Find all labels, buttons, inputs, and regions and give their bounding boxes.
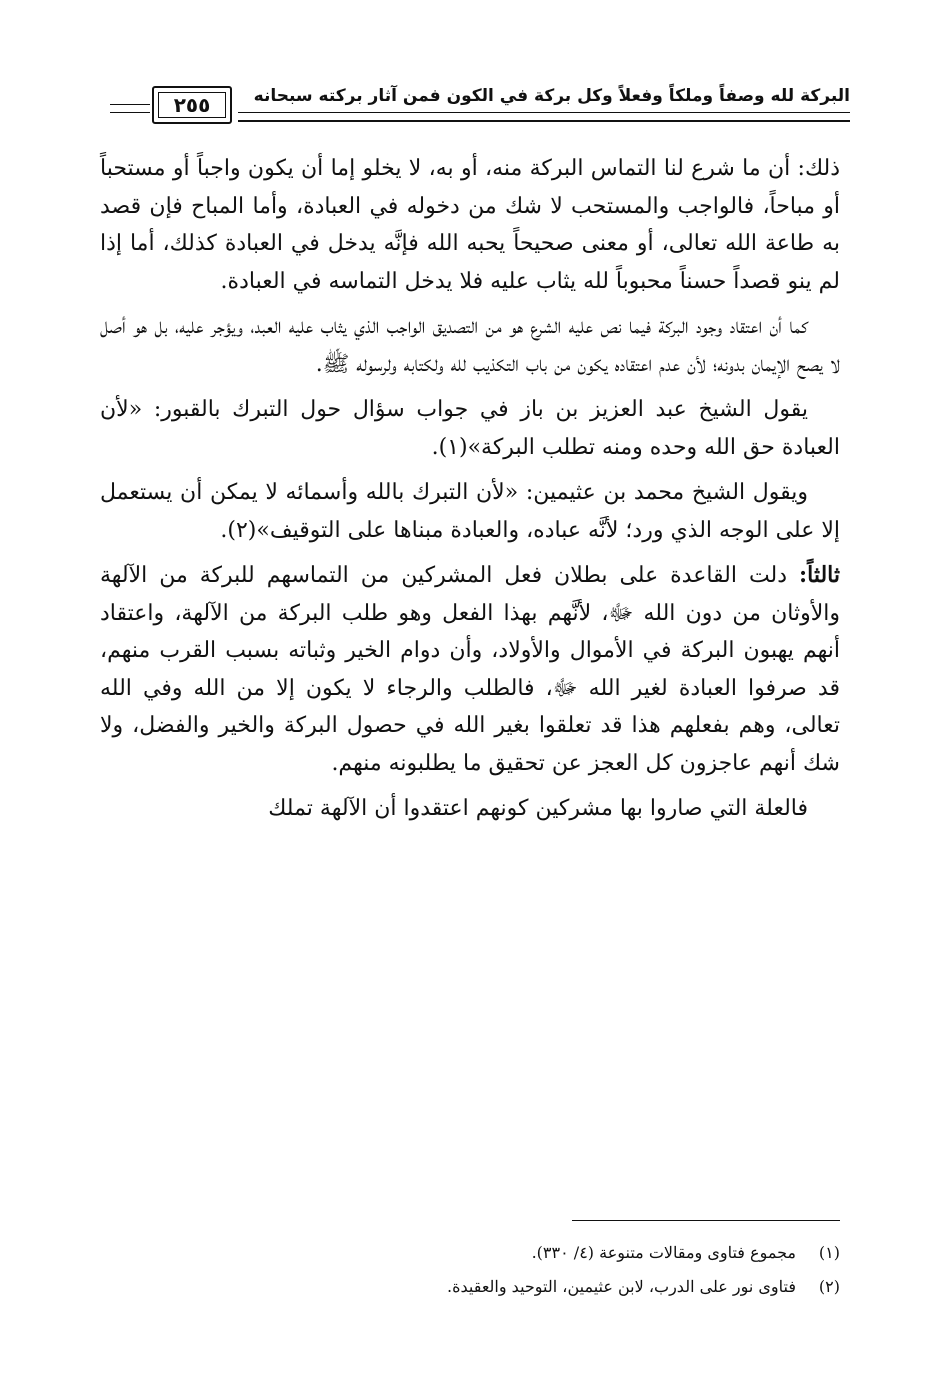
paragraph: [100, 474, 840, 549]
paragraph: [100, 391, 840, 466]
footnote-text: مجموع فتاوى ومقالات متنوعة (٤/ ٣٣٠).: [531, 1243, 796, 1262]
header-rule-left: [110, 104, 150, 105]
paragraph-text: دلت القاعدة على بطلان فعل المشركين من التماسهم للبركة من الآلهة والأوثان من دون الله ﷻ، لأنَّهم بهذا الفعل وهو طلب البركة من الآلهة، واعتقاد أنهم يهبون البركة في الأموال والأولاد، وأن دوام الخير وثباته بسبب القرب منهم، قد صرفوا العبادة لغير الله ﷻ، فالطلب والرجاء لا يكون إلا من الله وفي الله تعالى، وهم بفعلهم هذا قد تعلقوا بغير الله في حصول البركة والخير والفضل، ولا شك أنهم عاجزون كل العجز عن تحقيق ما يطلبونه منهم.: [100, 563, 840, 776]
page-header: [110, 82, 850, 132]
paragraph-lead: ثالثاً:: [799, 562, 840, 588]
footnote-number: (٢): [818, 1277, 840, 1296]
paragraph: [100, 150, 840, 300]
footnote: [100, 1270, 840, 1304]
header-rule-thin: [238, 112, 850, 113]
paragraph: [100, 308, 840, 383]
paragraph-text: يقول الشيخ عبد العزيز بن باز في جواب سؤال حول التبرك بالقبور: «لأن العبادة حق الله وحده ومنه تطلب البركة»(١).: [100, 397, 840, 460]
footnote-text: فتاوى نور على الدرب، لابن عثيمين، التوحيد والعقيدة.: [447, 1277, 796, 1296]
footnote-number: (١): [818, 1243, 840, 1262]
page-number: ٢٥٥: [158, 92, 226, 118]
footnotes: [100, 1236, 840, 1304]
paragraph-text: ويقول الشيخ محمد بن عثيمين: «لأن التبرك بالله وأسمائه لا يمكن أن يستعمل إلا على الوجه الذي ورد؛ لأنَّه عباده، والعبادة مبناها على التوقيف»(٢).: [100, 480, 840, 543]
header-rule-left-lower: [110, 112, 150, 113]
paragraph: [100, 557, 840, 782]
paragraph-text: فالعلة التي صاروا بها مشركين كونهم اعتقدوا أن الآلهة تملك: [268, 796, 808, 821]
page-number-frame: [152, 86, 232, 124]
header-rule-thick: [238, 120, 850, 122]
body-text: [100, 150, 840, 836]
paragraph: [100, 790, 840, 828]
footnote-separator: [572, 1220, 840, 1221]
footnote: [100, 1236, 840, 1270]
paragraph-text: ذلك: أن ما شرع لنا التماس البركة منه، أو به، لا يخلو إما أن يكون واجباً أو مستحباً أو مباحاً، فالواجب والمستحب لا شك من دخوله في العبادة، وأما المباح فإن قصد به طاعة الله تعالى، أو معنى صحيحاً يحبه الله فإنَّه يدخل في العبادة كذلك، أما إذا لم ينو قصداً حسناً محبوباً لله يثاب عليه فلا يدخل التماسه في العبادة.: [100, 156, 840, 294]
running-title: البركة لله وصفاً وملكاً وفعلاً وكل بركة في الكون فمن آثار بركته سبحانه: [253, 86, 850, 106]
paragraph-text: كما أن اعتقاد وجود البركة فيما نص عليه الشرع هو من التصديق الواجب الذي يثاب عليه العبد، ويؤجر عليه، بل هو أصل لا يصح الإيمان بدونه؛ لأن عدم اعتقاده يكون من باب التكذيب لله ولكتابه ولرسوله ﷺ.: [100, 314, 840, 377]
